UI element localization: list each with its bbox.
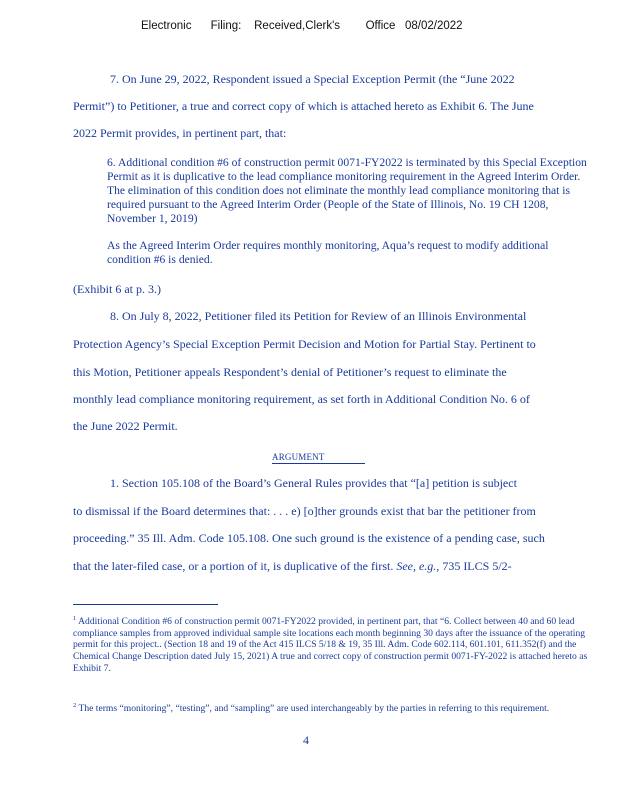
footnote-2 bbox=[73, 700, 588, 715]
citation-signal: See, e.g., bbox=[396, 559, 440, 573]
page-number: 4 bbox=[303, 733, 309, 747]
exhibit-citation: (Exhibit 6 at p. 3.) bbox=[73, 282, 161, 296]
filing-header: Electronic Filing: Received,Clerk's Office 08/02/2022 bbox=[141, 20, 463, 32]
paragraph-8-line-2: Protection Agency’s Special Exception Permit Decision and Motion for Partial Stay. Pertinent to bbox=[73, 337, 536, 351]
argument-1-line-4 bbox=[73, 559, 512, 574]
paragraph-8-line-3: this Motion, Petitioner appeals Respondent’s denial of Petitioner’s request to eliminate the bbox=[73, 365, 507, 379]
paragraph-7-line-3: 2022 Permit provides, in pertinent part, that: bbox=[73, 126, 287, 140]
argument-1-line-1: 1. Section 105.108 of the Board’s General Rules provides that “[a] petition is subject bbox=[110, 476, 517, 490]
footnote-1 bbox=[73, 613, 588, 674]
argument-1-line-3: proceeding.” 35 Ill. Adm. Code 105.108. One such ground is the existence of a pending case, such bbox=[73, 531, 545, 545]
argument-heading: ARGUMENT bbox=[272, 452, 365, 464]
argument-1-line-4-text: that the later-filed case, or a portion of it, is duplicative of the first. bbox=[73, 559, 397, 573]
paragraph-8-line-4: monthly lead compliance monitoring requirement, as set forth in Additional Condition No. 6 of bbox=[73, 392, 530, 406]
paragraph-8-line-5: the June 2022 Permit. bbox=[73, 419, 178, 433]
footnote-2-marker: 2 bbox=[73, 702, 77, 709]
footnote-2-text: The terms “monitoring”, “testing”, and “sampling” are used interchangeably by the parties in referring to this requirement. bbox=[76, 703, 550, 715]
statute-cite: 735 ILCS 5/2- bbox=[439, 559, 512, 573]
argument-1-line-2: to dismissal if the Board determines that: . . . e) [o]ther grounds exist that bar the petitioner from bbox=[73, 504, 536, 518]
footnote-divider bbox=[73, 604, 218, 605]
paragraph-7-line-2: Permit”) to Petitioner, a true and correct copy of which is attached hereto as Exhibit 6. The June bbox=[73, 99, 534, 113]
footnote-1-text: Additional Condition #6 of construction permit 0071-FY2022 provided, in pertinent part, that “6. Collect between 40 and 60 lead compliance samples from approved individual sample site locations each month beginning 30 days after the issuance of the operating permit for this project.. (Section 18 and 19 of the Act 415 ILCS 5/18 & 19, 35 Ill. Adm. Code 602.114, 601.101, 611.352(f) and the Chemical Change Description dated July 15, 2021) A true and correct copy of construction permit 0071-FY-2022 is attached hereto as Exhibit 7. bbox=[73, 616, 588, 674]
block-quote-condition: 6. Additional condition #6 of construction permit 0071-FY2022 is terminated by this Special Exception Permit as it is duplicative to the lead compliance monitoring requirement in the Agreed Interim Order. The elimination of this condition does not eliminate the monthly lead compliance monitoring that is required pursuant to the Agreed Interim Order (People of the State of Illinois, No. 19 CH 1208, November 1, 2019) bbox=[107, 156, 587, 225]
block-quote-denial: As the Agreed Interim Order requires monthly monitoring, Aqua’s request to modify additional condition #6 is denied. bbox=[107, 239, 549, 266]
paragraph-7-line-1: 7. On June 29, 2022, Respondent issued a Special Exception Permit (the “June 2022 bbox=[110, 72, 515, 86]
paragraph-8-line-1: 8. On July 8, 2022, Petitioner filed its Petition for Review of an Illinois Environmental bbox=[110, 309, 527, 323]
footnote-1-marker: 1 bbox=[73, 615, 77, 622]
